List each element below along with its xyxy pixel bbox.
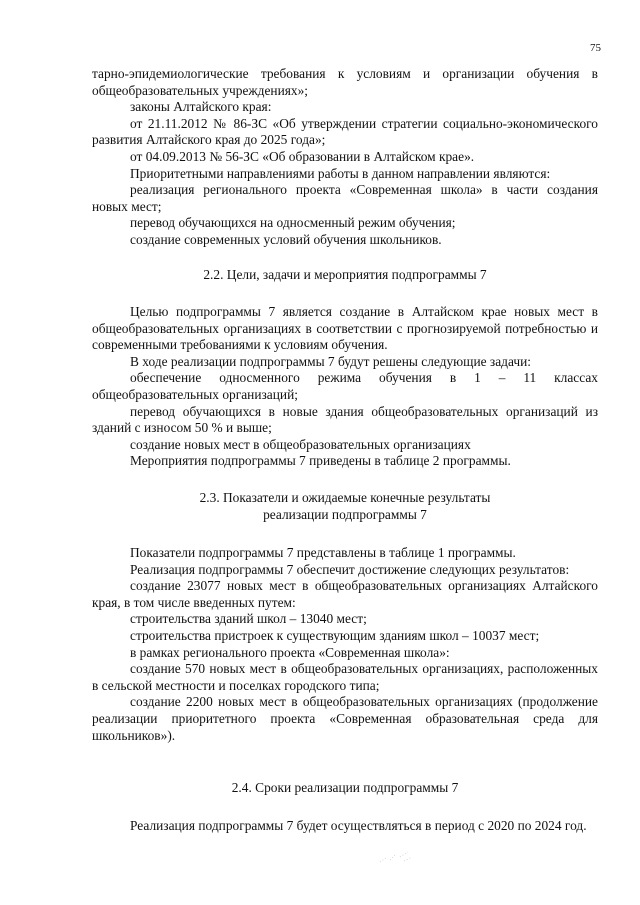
- paragraph: перевод обучающихся в новые здания общеобразовательных организаций из зданий с износом 50 % и выше;: [92, 403, 598, 436]
- paragraph: Приоритетными направлениями работы в данном направлении являются:: [130, 165, 551, 181]
- page-number: 75: [590, 42, 601, 54]
- section-heading: 2.2. Цели, задачи и мероприятия подпрограммы 7: [203, 267, 487, 282]
- paragraph: Реализация подпрограммы 7 будет осуществляться в период с 2020 по 2024 год.: [130, 818, 587, 833]
- section-2-3: [92, 545, 598, 744]
- paragraph: строительства зданий школ – 13040 мест;: [130, 611, 367, 627]
- paragraph: тарно-эпидемиологические требования к условиям и организации обучения в общеобразовательных учреждениях»;: [92, 66, 598, 98]
- paragraph: создание 2200 новых мест в общеобразовательных организациях (продолжение реализации приоритетного проекта «Современная образовательная среда для школьников»).: [92, 694, 598, 743]
- section-heading: 2.3. Показатели и ожидаемые конечные результаты: [199, 490, 491, 505]
- paragraph: перевод обучающихся на односменный режим обучения;: [130, 215, 456, 231]
- paragraph: Реализация подпрограммы 7 обеспечит достижение следующих результатов:: [130, 561, 570, 577]
- section-2-3-heading-wrap: [92, 490, 598, 523]
- scan-speck-decoration: [378, 848, 418, 866]
- paragraph: создание 23077 новых мест в общеобразовательных организациях Алтайского края, в том числе введенных путем:: [92, 578, 598, 610]
- paragraph: создание современных условий обучения школьников.: [130, 231, 442, 247]
- section-2-4-heading-wrap: [92, 780, 598, 797]
- paragraph: от 21.11.2012 № 86-ЗС «Об утверждении стратегии социально-экономического развития Алтайского края до 2025 года»;: [92, 115, 598, 148]
- paragraph: Мероприятия подпрограммы 7 приведены в таблице 2 программы.: [130, 453, 511, 469]
- paragraph: от 04.09.2013 № 56-ЗС «Об образовании в Алтайском крае».: [130, 148, 475, 164]
- section-heading: 2.4. Сроки реализации подпрограммы 7: [231, 780, 459, 795]
- section-2-2: [92, 304, 598, 470]
- paragraph: создание новых мест в общеобразовательных организациях: [130, 436, 471, 452]
- section-2-4: [92, 818, 598, 835]
- paragraph: строительства пристроек к существующим зданиям школ – 10037 мест;: [130, 627, 540, 643]
- paragraph: реализация регионального проекта «Современная школа» в части создания новых мест;: [92, 182, 598, 214]
- intro-block: [92, 66, 598, 249]
- section-heading-line2: реализации подпрограммы 7: [263, 506, 427, 522]
- paragraph: обеспечение односменного режима обучения в 1 – 11 классах общеобразовательных организаций;: [92, 370, 598, 402]
- paragraph: создание 570 новых мест в общеобразовательных организациях, расположенных в сельской местности и поселках городского типа;: [92, 661, 598, 693]
- paragraph: Показатели подпрограммы 7 представлены в таблице 1 программы.: [130, 545, 516, 560]
- section-2-2-heading-wrap: [92, 267, 598, 284]
- paragraph: Целью подпрограммы 7 является создание в Алтайском крае новых мест в общеобразовательных организациях в соответствии с прогнозируемой потребностью и современными требованиями к условиям обучения.: [92, 304, 598, 353]
- paragraph: В ходе реализации подпрограммы 7 будут решены следующие задачи:: [130, 353, 531, 369]
- paragraph: законы Алтайского края:: [130, 99, 272, 115]
- paragraph: в рамках регионального проекта «Современная школа»:: [130, 644, 450, 660]
